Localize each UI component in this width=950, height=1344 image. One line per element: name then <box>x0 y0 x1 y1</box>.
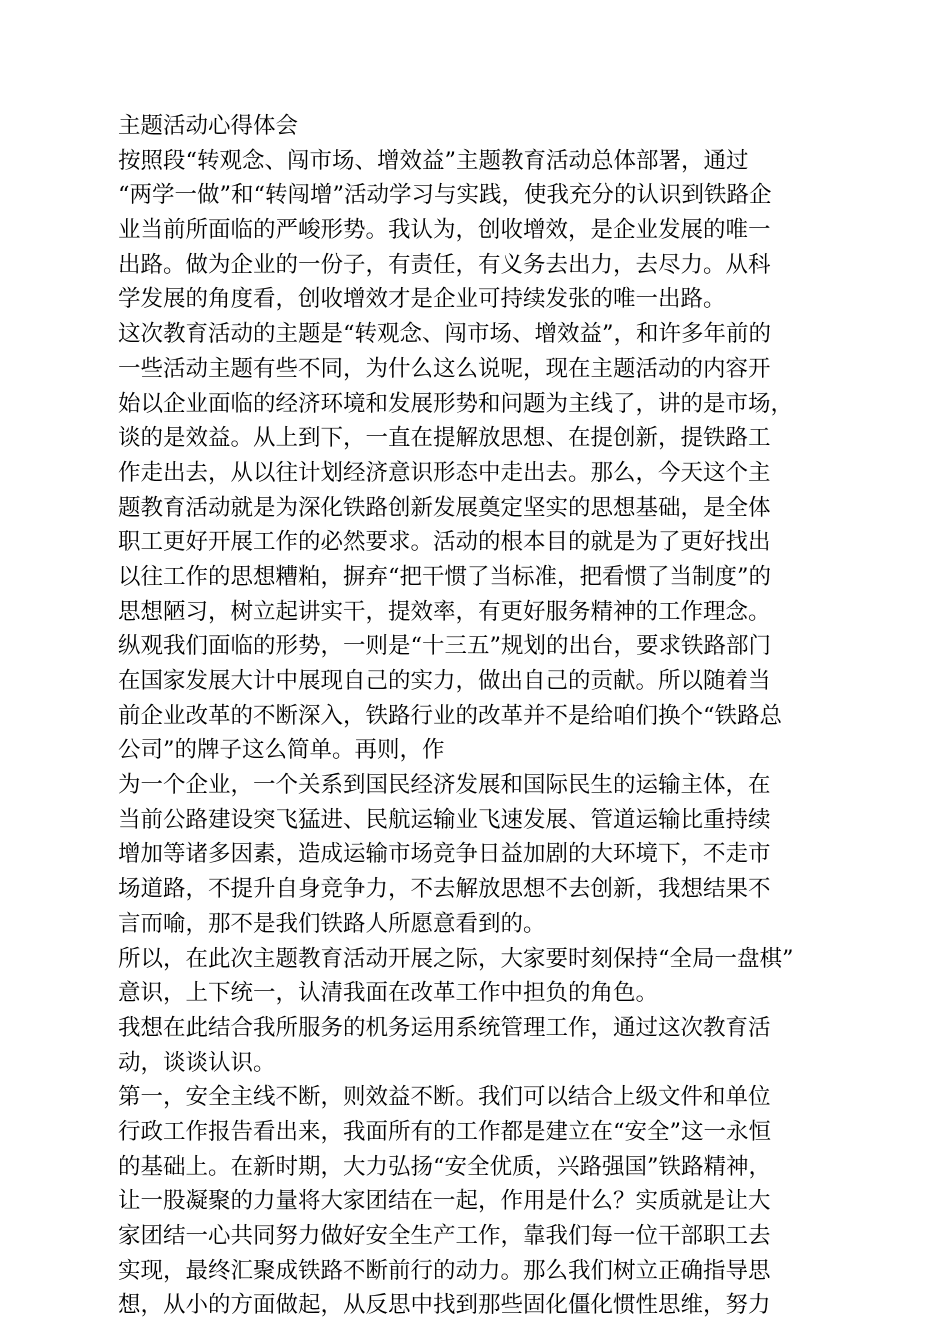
text-line: 当前公路建设突飞猛进、民航运输业飞速发展、管道运输比重持续 <box>118 806 771 833</box>
text-line: 我想在此结合我所服务的机务运用系统管理工作，通过这次教育活 <box>118 1014 771 1041</box>
text-line: 让一股凝聚的力量将大家团结在一起，作用是什么？实质就是让大 <box>118 1188 771 1215</box>
text-line: 学发展的角度看，创收增效才是企业可持续发张的唯一出路。 <box>118 286 726 313</box>
text-line: 作走出去，从以往计划经济意识形态中走出去。那么，今天这个主 <box>118 459 771 486</box>
text-line: 题教育活动就是为深化铁路创新发展奠定坚实的思想基础，是全体 <box>118 494 771 521</box>
text-line: 出路。做为企业的一份子，有责任，有义务去出力，去尽力。从科 <box>118 251 771 278</box>
text-line: 所以，在此次主题教育活动开展之际，大家要时刻保持“全局一盘棋” <box>118 945 794 972</box>
text-line: 动，谈谈认识。 <box>118 1049 276 1076</box>
text-line: 这次教育活动的主题是“转观念、闯市场、增效益”，和许多年前的 <box>118 321 772 348</box>
text-line: 增加等诸多因素，造成运输市场竞争日益加剧的大环境下，不走市 <box>118 841 771 868</box>
text-line: 纵观我们面临的形势，一则是“十三五”规划的出台，要求铁路部门 <box>118 633 772 660</box>
text-line: 的基础上。在新时期，大力弘扬“安全优质，兴路强国”铁路精神， <box>118 1153 772 1180</box>
text-line: 业当前所面临的严峻形势。我认为，创收增效，是企业发展的唯一 <box>118 217 771 244</box>
text-line: 职工更好开展工作的必然要求。活动的根本目的就是为了更好找出 <box>118 529 771 556</box>
text-line: 一些活动主题有些不同，为什么这么说呢，现在主题活动的内容开 <box>118 355 771 382</box>
text-line: 场道路，不提升自身竞争力，不去解放思想不去创新，我想结果不 <box>118 876 771 903</box>
text-line: 以往工作的思想糟粕，摒弃“把干惯了当标准，把看惯了当制度”的 <box>118 563 772 590</box>
text-line: 前企业改革的不断深入，铁路行业的改革并不是给咱们换个“铁路总 <box>118 702 783 729</box>
text-line: 第一，安全主线不断，则效益不断。我们可以结合上级文件和单位 <box>118 1084 771 1111</box>
text-line: 意识，上下统一，认清我面在改革工作中担负的角色。 <box>118 980 659 1007</box>
text-line: 言而喻，那不是我们铁路人所愿意看到的。 <box>118 910 546 937</box>
text-line: 实现，最终汇聚成铁路不断前行的动力。那么我们树立正确指导思 <box>118 1257 771 1284</box>
text-line: 谈的是效益。从上到下，一直在提解放思想、在提创新，提铁路工 <box>118 425 771 452</box>
text-line: 为一个企业，一个关系到国民经济发展和国际民生的运输主体，在 <box>118 772 771 799</box>
text-line: 想，从小的方面做起，从反思中找到那些固化僵化惯性思维，努力 <box>118 1292 771 1319</box>
text-line: 在国家发展大计中展现自己的实力，做出自己的贡献。所以随着当 <box>118 668 771 694</box>
text-line: 按照段“转观念、闯市场、增效益”主题教育活动总体部署，通过 <box>118 147 749 174</box>
document-title: 主题活动心得体会 <box>118 113 299 139</box>
document-body <box>118 109 858 1323</box>
text-line: 始以企业面临的经济环境和发展形势和问题为主线了，讲的是市场， <box>118 390 794 417</box>
text-line: 家团结一心共同努力做好安全生产工作，靠我们每一位干部职工去 <box>118 1223 771 1249</box>
text-line: 思想陋习，树立起讲实干，提效率，有更好服务精神的工作理念。 <box>118 598 771 625</box>
text-line: 公司”的牌子这么简单。再则，作 <box>118 737 445 764</box>
text-line: “两学一做”和“转闯增”活动学习与实践，使我充分的认识到铁路企 <box>118 182 772 209</box>
text-line: 行政工作报告看出来，我面所有的工作都是建立在“安全”这一永恒 <box>118 1118 772 1145</box>
